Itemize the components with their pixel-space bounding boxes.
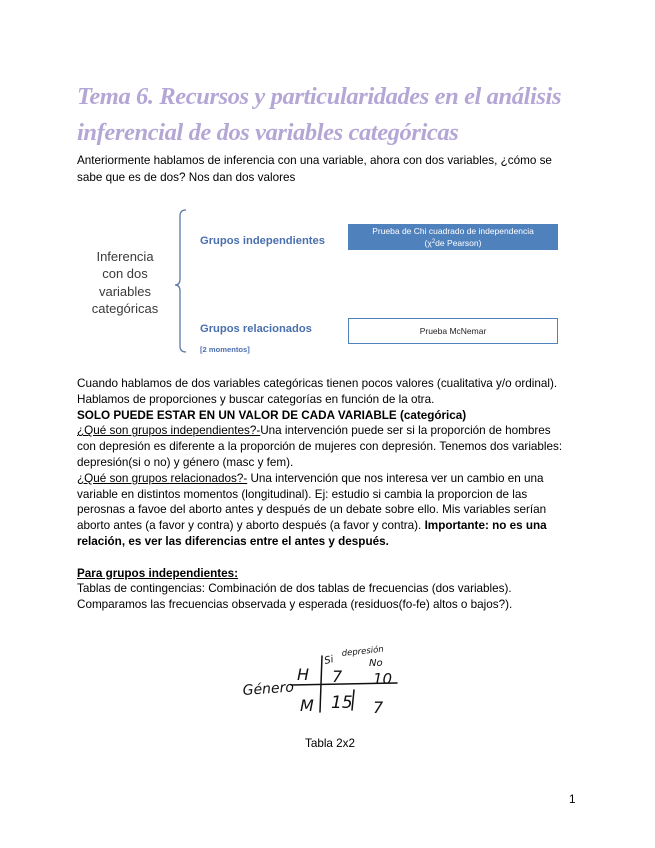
chi-square-test-line-1: Prueba de Chi cuadrado de independencia: [372, 226, 534, 236]
frequencies-line: Comparamos las frecuencias observada y esperada (residuos(fo-fe) altos o bajos?).: [77, 598, 513, 612]
bracket-path: [175, 210, 186, 352]
table-vertical-line-1: [320, 656, 322, 712]
overview-line-1: Cuando hablamos de dos variables categóricas tienen pocos valores (cualitativa y/o ordinal).: [77, 377, 558, 390]
body-text: [77, 376, 562, 613]
diagram-root-label: [80, 248, 170, 317]
important-note-end: relación, es ver las diferencias entre el antes y después.: [77, 534, 389, 548]
related-answer-line-1: Una intervención que nos interesa ver un cambio en una: [247, 471, 544, 485]
contingency-tables-line: Tablas de contingencias: Combinación de dos tablas de frecuencias (dos variables).: [77, 582, 512, 596]
row-header-h: H: [297, 665, 310, 684]
diagram-root-line-4: categóricas: [91, 300, 159, 316]
column-header-si: Si: [323, 654, 335, 667]
cell-h-no: 10: [373, 670, 393, 688]
cell-m-si: 15: [331, 693, 353, 713]
related-question-line: [77, 471, 562, 487]
handwritten-contingency-table: [235, 640, 405, 720]
related-question: ¿Qué son grupos relacionados?-: [77, 471, 248, 485]
related-answer-line-4: [77, 518, 562, 534]
independent-question-line: [77, 423, 562, 439]
column-variable-label: depresión: [341, 644, 385, 659]
related-answer-text: aborto antes (a favor y contra) y aborto después (a favor y contra).: [77, 519, 425, 533]
table-caption: Tabla 2x2: [304, 737, 356, 750]
cell-h-si: 7: [332, 667, 343, 686]
related-answer-line-2: variable en distintos momentos (longitudinal). Ej: estudio si cambia la proporcion de las: [77, 487, 528, 501]
mcnemar-test-label: Prueba McNemar: [419, 326, 487, 336]
row-variable-label: Género: [242, 679, 295, 699]
row-header-m: M: [300, 696, 314, 715]
independent-answer-line-1: Una intervención puede ser si la proporción de hombres: [260, 424, 551, 438]
diagram-root-line-1: Inferencia: [96, 249, 154, 264]
related-groups-note: [2 momentos]: [200, 345, 250, 354]
overview-line-2: Hablamos de proporciones y buscar categorías en función de la otra.: [77, 392, 435, 406]
independent-answer-line-3: depresión(si o no) y género (masc y fem).: [77, 455, 294, 469]
intro-line-2: sabe que es de dos? Nos dan dos valores: [77, 170, 296, 184]
blank-line: [77, 550, 562, 566]
diagram-root-line-3: variables: [98, 283, 152, 299]
independent-groups-label: Grupos independientes: [200, 235, 325, 247]
column-header-no: No: [369, 658, 383, 669]
chi-symbol: (χ: [424, 238, 432, 248]
rule-statement: SOLO PUEDE ESTAR EN UN VALOR DE CADA VARIABLE (categórica): [77, 408, 467, 422]
pearson-text: de Pearson): [435, 238, 482, 248]
related-groups-label: Grupos relacionados: [200, 323, 312, 335]
chi-square-test-box: [348, 224, 558, 250]
diagram-bracket: [170, 205, 195, 360]
title-line-1: Tema 6. Recursos y particularidades en el análisis: [77, 83, 562, 110]
page-title: [77, 79, 561, 151]
independent-section-heading: Para grupos independientes:: [77, 566, 239, 580]
cell-m-no: 7: [373, 698, 384, 717]
diagram-root-line-2: con dos: [102, 266, 148, 282]
title-line-2: inferencial de dos variables categóricas: [77, 119, 459, 146]
intro-line-1: Anteriormente hablamos de inferencia con una variable, ahora con dos variables, ¿cómo se: [77, 153, 552, 167]
independent-question: ¿Qué son grupos independientes?-: [77, 424, 261, 438]
chi-square-test-line-2: [348, 237, 558, 249]
mcnemar-test-box: [348, 318, 558, 344]
intro-paragraph: [77, 152, 552, 186]
independent-answer-line-2: con depresión es diferente a la proporción de mujeres con depresión. Tenemos dos variables:: [77, 440, 563, 454]
chi-superscript: 2: [431, 239, 436, 245]
related-answer-line-3: perosnas a favoe del aborto antes y después de un debate sobre ello. Mis variables serían: [77, 503, 547, 517]
important-note-start: Importante: no es una: [424, 519, 547, 533]
page-number: 1: [569, 793, 576, 806]
